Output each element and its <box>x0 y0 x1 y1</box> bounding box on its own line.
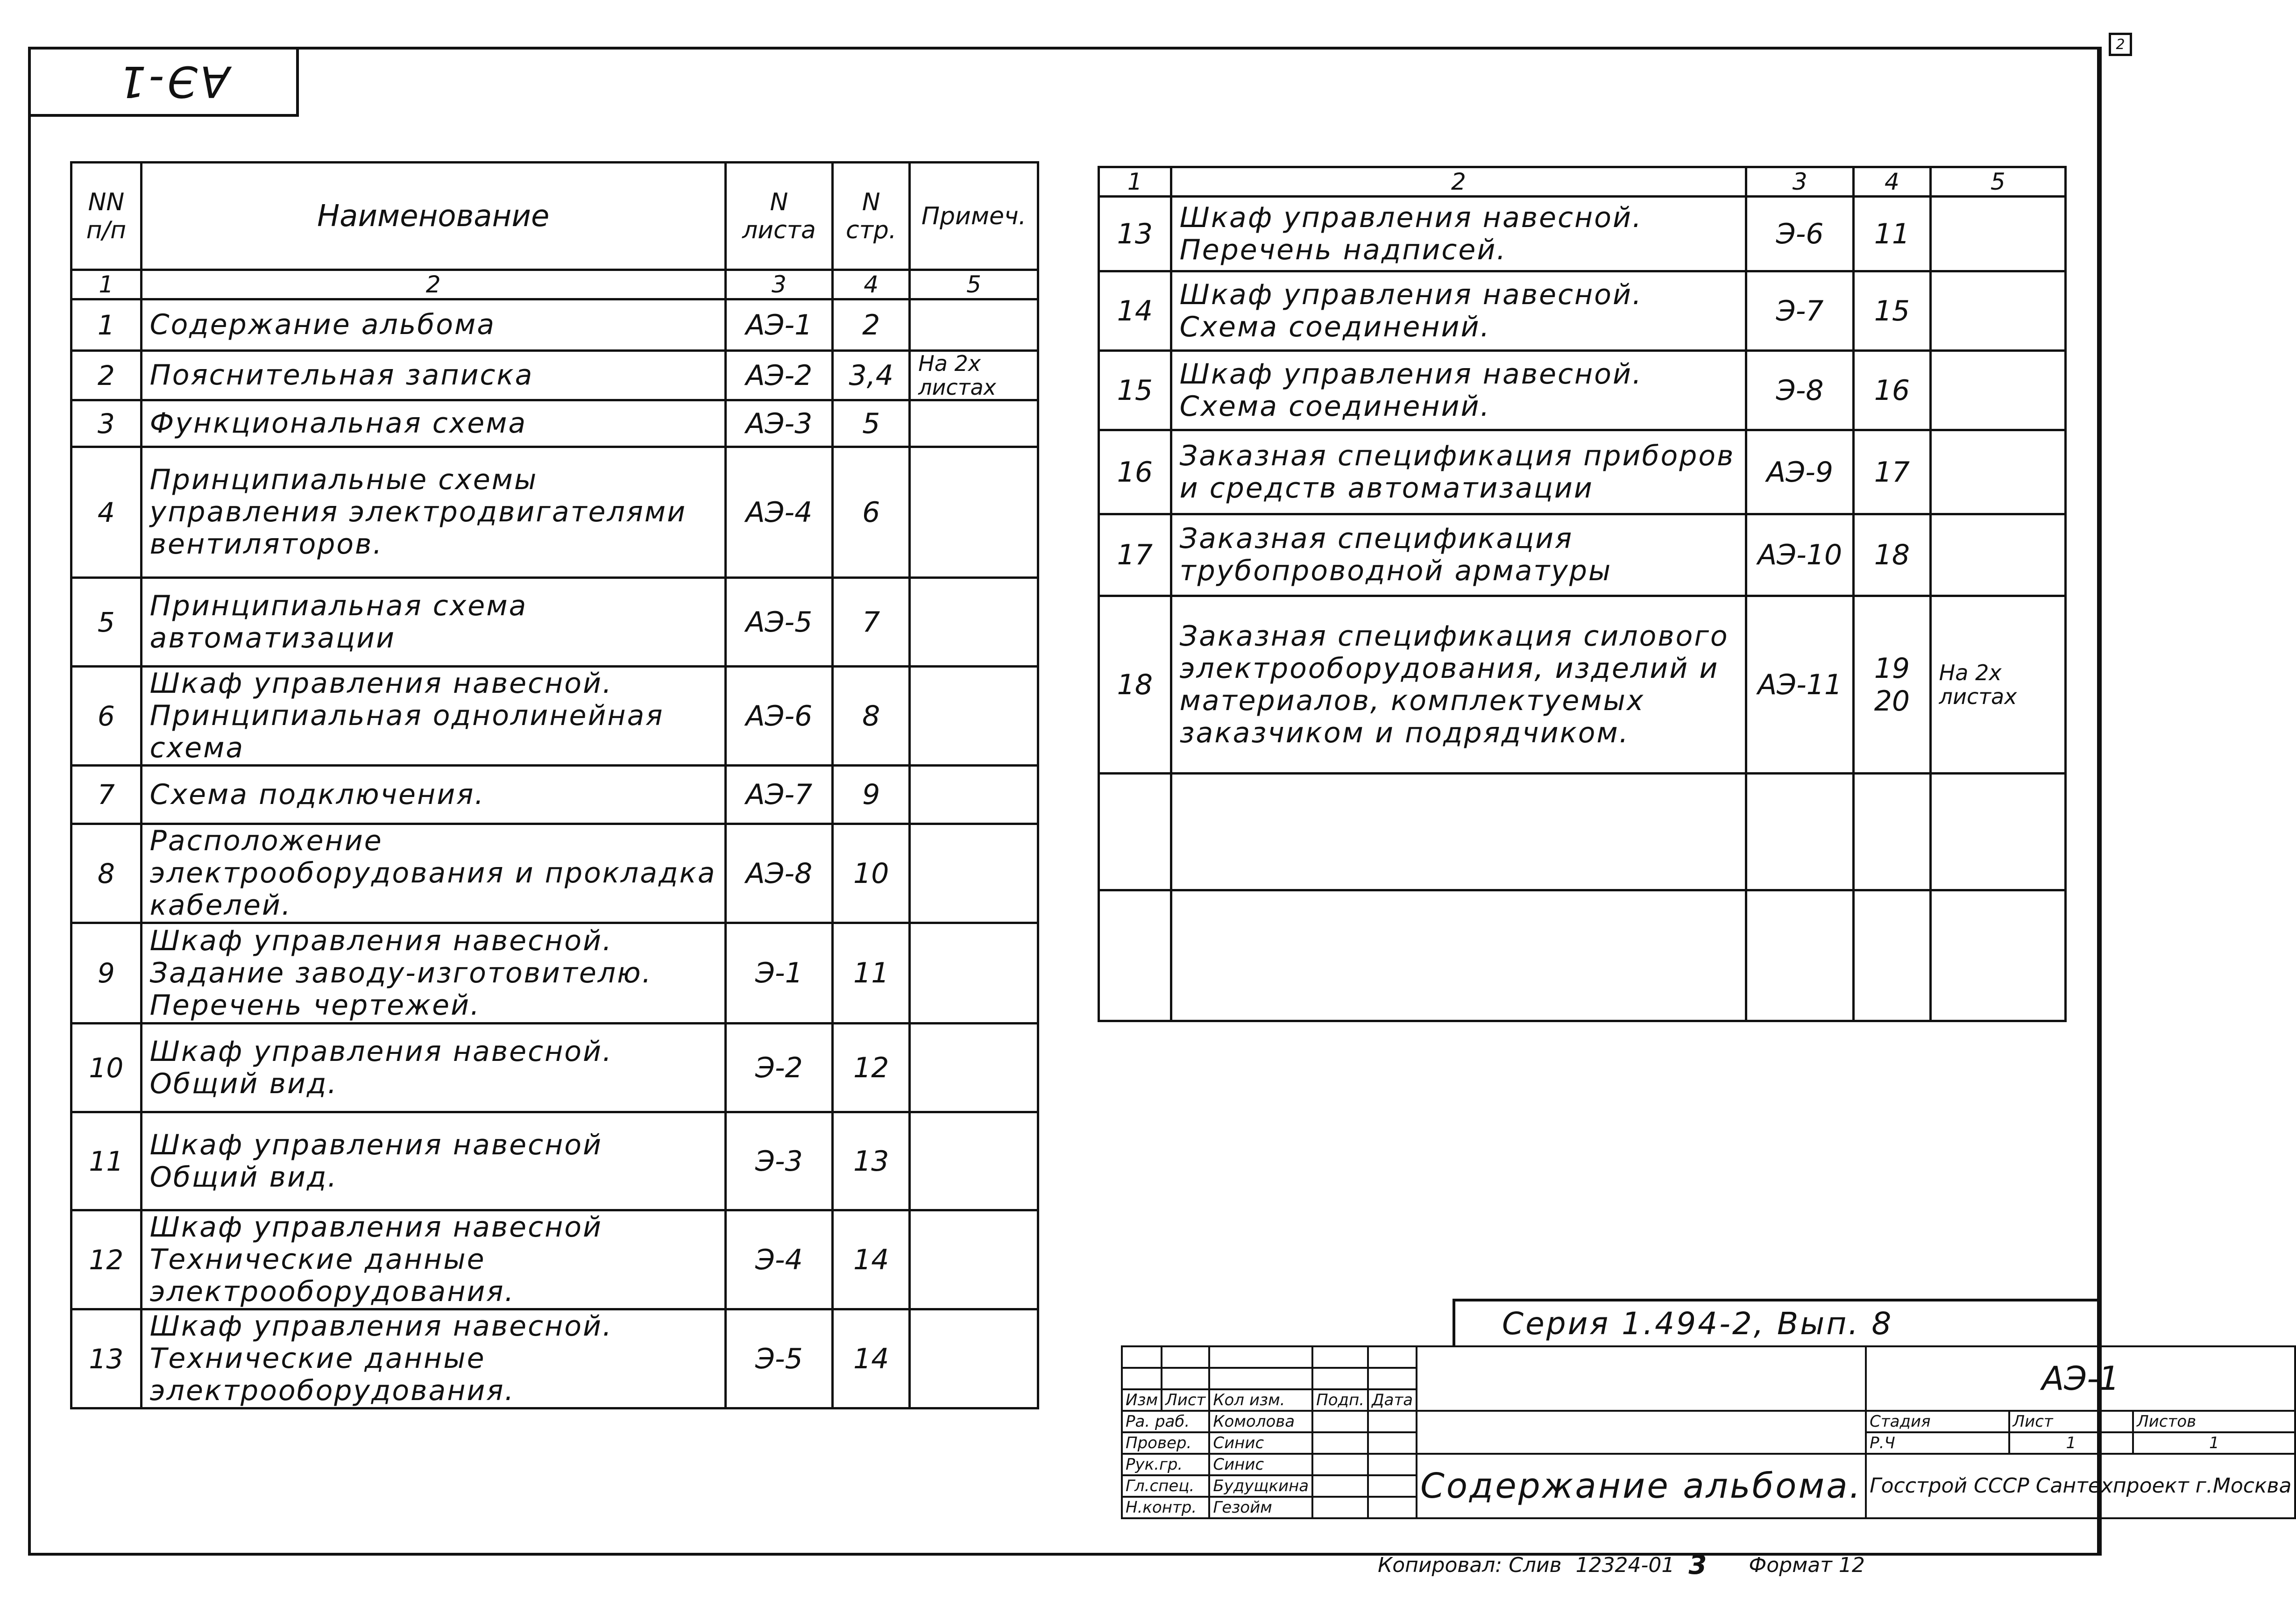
row-note <box>910 400 1038 447</box>
stamp-role: Провер. <box>1122 1432 1209 1454</box>
row-num: 5 <box>71 578 142 667</box>
row-name: Шкаф управления навесной. Общий вид. <box>141 1024 725 1112</box>
row-page: 11 <box>1854 197 1931 271</box>
row-page: 14 <box>833 1210 910 1309</box>
stamp-role: Ра. раб. <box>1122 1411 1209 1432</box>
stage-value: 1 <box>2009 1432 2133 1454</box>
doc-number: 12324-01 <box>1575 1553 1675 1577</box>
col-number: 5 <box>1930 167 2065 197</box>
row-sheet: Э-1 <box>725 923 833 1024</box>
row-note <box>910 667 1038 766</box>
table-row <box>71 923 1038 1024</box>
row-sheet: АЭ-8 <box>725 824 833 923</box>
row-page: 2 <box>833 299 910 351</box>
row-name: Шкаф управления навесной Технические данные электрооборудования. <box>141 1210 725 1309</box>
row-page: 5 <box>833 400 910 447</box>
stamp-head-label: Лист <box>1162 1389 1209 1411</box>
col-number: 3 <box>1746 167 1854 197</box>
row-sheet: Э-4 <box>725 1210 833 1309</box>
row-sheet: АЭ-1 <box>725 299 833 351</box>
row-num: 16 <box>1099 430 1171 514</box>
row-name: Шкаф управления навесной. Перечень надписей. <box>1171 197 1746 271</box>
stamp-person: Гезойм <box>1209 1497 1312 1518</box>
row-num: 3 <box>71 400 142 447</box>
row-sheet: Э-2 <box>725 1024 833 1112</box>
row-name: Шкаф управления навесной Общий вид. <box>141 1112 725 1210</box>
row-num: 10 <box>71 1024 142 1112</box>
row-sheet: Э-5 <box>725 1309 833 1408</box>
row-sheet: Э-7 <box>1746 271 1854 351</box>
row-num: 9 <box>71 923 142 1024</box>
col-number: 4 <box>833 270 910 299</box>
row-sheet: Э-3 <box>725 1112 833 1210</box>
header-page: N стр. <box>833 163 910 270</box>
row-name: Шкаф управления навесной. Схема соединений. <box>1171 351 1746 430</box>
stamp-head-label: Изм <box>1122 1389 1162 1411</box>
col-number: 1 <box>1099 167 1171 197</box>
row-sheet: АЭ-6 <box>725 667 833 766</box>
table-row <box>71 447 1038 578</box>
row-sheet: АЭ-4 <box>725 447 833 578</box>
sheet-code-rotated: АЭ-1 <box>116 57 230 107</box>
title-block <box>1121 1345 2296 1519</box>
row-page: 17 <box>1854 430 1931 514</box>
corner-sheet-number: 2 <box>2109 33 2132 56</box>
table-row <box>71 1024 1038 1112</box>
row-num: 13 <box>1099 197 1171 271</box>
row-page: 19 20 <box>1854 596 1931 774</box>
table-row <box>1099 430 2066 514</box>
row-note <box>910 766 1038 824</box>
row-sheet: Э-6 <box>1746 197 1854 271</box>
row-page: 8 <box>833 667 910 766</box>
stamp-person: Будущкина <box>1209 1475 1312 1497</box>
table-row <box>71 351 1038 400</box>
stamp-person: Синис <box>1209 1432 1312 1454</box>
table-row <box>1099 271 2066 351</box>
organization: Госстрой СССР Сантехпроект г.Москва <box>1866 1454 2295 1518</box>
row-note <box>910 1024 1038 1112</box>
footer-sheet-no: 3 <box>1688 1550 1707 1580</box>
row-num: 4 <box>71 447 142 578</box>
row-note <box>1930 430 2065 514</box>
stamp-person: Комолова <box>1209 1411 1312 1432</box>
row-num: 13 <box>71 1309 142 1408</box>
row-sheet: АЭ-9 <box>1746 430 1854 514</box>
row-sheet: АЭ-2 <box>725 351 833 400</box>
paper-format: Формат 12 <box>1749 1553 1865 1577</box>
col-number: 4 <box>1854 167 1931 197</box>
row-page: 3,4 <box>833 351 910 400</box>
row-page: 12 <box>833 1024 910 1112</box>
table-row <box>71 766 1038 824</box>
col-number: 1 <box>71 270 142 299</box>
row-page: 14 <box>833 1309 910 1408</box>
row-page: 13 <box>833 1112 910 1210</box>
col-number: 5 <box>910 270 1038 299</box>
stamp-head-label: Подп. <box>1312 1389 1368 1411</box>
col-number: 2 <box>141 270 725 299</box>
stamp-head-label: Кол изм. <box>1209 1389 1312 1411</box>
row-note: На 2х листах <box>910 351 1038 400</box>
header-num: NN п/п <box>71 163 142 270</box>
row-page: 15 <box>1854 271 1931 351</box>
row-page: 10 <box>833 824 910 923</box>
row-page: 6 <box>833 447 910 578</box>
stamp-role: Рук.гр. <box>1122 1454 1209 1475</box>
row-note: На 2х листах <box>1930 596 2065 774</box>
table-row <box>71 1309 1038 1408</box>
row-num: 15 <box>1099 351 1171 430</box>
row-name: Принципиальные схемы управления электродвигателями вентиляторов. <box>141 447 725 578</box>
row-note <box>1930 351 2065 430</box>
footer-line <box>1378 1551 2106 1579</box>
col-number: 2 <box>1171 167 1746 197</box>
row-note <box>910 1210 1038 1309</box>
row-sheet: Э-8 <box>1746 351 1854 430</box>
stage-label: Листов <box>2133 1411 2295 1432</box>
row-note <box>910 1309 1038 1408</box>
row-num: 2 <box>71 351 142 400</box>
table-row <box>71 824 1038 923</box>
row-sheet: АЭ-7 <box>725 766 833 824</box>
copied-by: Копировал: Слив <box>1378 1553 1562 1577</box>
row-name: Шкаф управления навесной. Принципиальная однолинейная схема <box>141 667 725 766</box>
table-row <box>1099 514 2066 596</box>
table-row <box>71 1112 1038 1210</box>
document-code: АЭ-1 <box>1866 1346 2295 1411</box>
row-num: 17 <box>1099 514 1171 596</box>
table-row <box>71 400 1038 447</box>
stage-label: Стадия <box>1866 1411 2009 1432</box>
table-row <box>1099 596 2066 774</box>
stamp-role: Гл.спец. <box>1122 1475 1209 1497</box>
row-note <box>1930 514 2065 596</box>
stage-value: Р.Ч <box>1866 1432 2009 1454</box>
table-row <box>71 578 1038 667</box>
row-num: 14 <box>1099 271 1171 351</box>
row-sheet: АЭ-10 <box>1746 514 1854 596</box>
row-num: 12 <box>71 1210 142 1309</box>
row-name: Шкаф управления навесной. Технические данные электрооборудования. <box>141 1309 725 1408</box>
row-num: 7 <box>71 766 142 824</box>
document-title: Содержание альбома. <box>1417 1454 1866 1518</box>
row-num: 18 <box>1099 596 1171 774</box>
row-name: Принципиальная схема автоматизации <box>141 578 725 667</box>
table-row <box>71 299 1038 351</box>
table-row <box>71 1210 1038 1309</box>
row-note <box>910 923 1038 1024</box>
row-name: Шкаф управления навесной. Задание заводу-изготовителю. Перечень чертежей. <box>141 923 725 1024</box>
row-page: 9 <box>833 766 910 824</box>
row-note <box>910 299 1038 351</box>
row-name: Функциональная схема <box>141 400 725 447</box>
row-num: 1 <box>71 299 142 351</box>
row-page: 7 <box>833 578 910 667</box>
row-note <box>910 1112 1038 1210</box>
row-name: Заказная спецификация силового электрооборудования, изделий и материалов, комплектуемых заказчиком и подрядчиком. <box>1171 596 1746 774</box>
table-row <box>1099 351 2066 430</box>
header-name: Наименование <box>141 163 725 270</box>
row-name: Содержание альбома <box>141 299 725 351</box>
series-label: Серия 1.494-2, Вып. 8 <box>1453 1299 2102 1345</box>
row-num: 6 <box>71 667 142 766</box>
col-number: 3 <box>725 270 833 299</box>
row-sheet: АЭ-3 <box>725 400 833 447</box>
row-note <box>910 447 1038 578</box>
row-num: 11 <box>71 1112 142 1210</box>
table-row-empty <box>1099 774 2066 890</box>
stamp-head-label: Дата <box>1368 1389 1417 1411</box>
row-sheet: АЭ-11 <box>1746 596 1854 774</box>
stage-value: 1 <box>2133 1432 2295 1454</box>
row-note <box>910 578 1038 667</box>
table-row <box>1099 197 2066 271</box>
row-name: Заказная спецификация трубопроводной арматуры <box>1171 514 1746 596</box>
row-page: 18 <box>1854 514 1931 596</box>
row-name: Шкаф управления навесной. Схема соединений. <box>1171 271 1746 351</box>
contents-table-right <box>1098 166 2067 1022</box>
table-row <box>71 667 1038 766</box>
row-note <box>1930 271 2065 351</box>
stamp-person: Синис <box>1209 1454 1312 1475</box>
row-name: Схема подключения. <box>141 766 725 824</box>
row-note <box>1930 197 2065 271</box>
row-name: Расположение электрооборудования и прокладка кабелей. <box>141 824 725 923</box>
row-sheet: АЭ-5 <box>725 578 833 667</box>
row-name: Заказная спецификация приборов и средств автоматизации <box>1171 430 1746 514</box>
header-sheet: N листа <box>725 163 833 270</box>
row-name: Пояснительная записка <box>141 351 725 400</box>
table-row-empty <box>1099 890 2066 1021</box>
contents-table-left <box>70 161 1039 1409</box>
header-note: Примеч. <box>910 163 1038 270</box>
row-page: 11 <box>833 923 910 1024</box>
row-num: 8 <box>71 824 142 923</box>
row-page: 16 <box>1854 351 1931 430</box>
stage-label: Лист <box>2009 1411 2133 1432</box>
row-note <box>910 824 1038 923</box>
stamp-role: Н.контр. <box>1122 1497 1209 1518</box>
